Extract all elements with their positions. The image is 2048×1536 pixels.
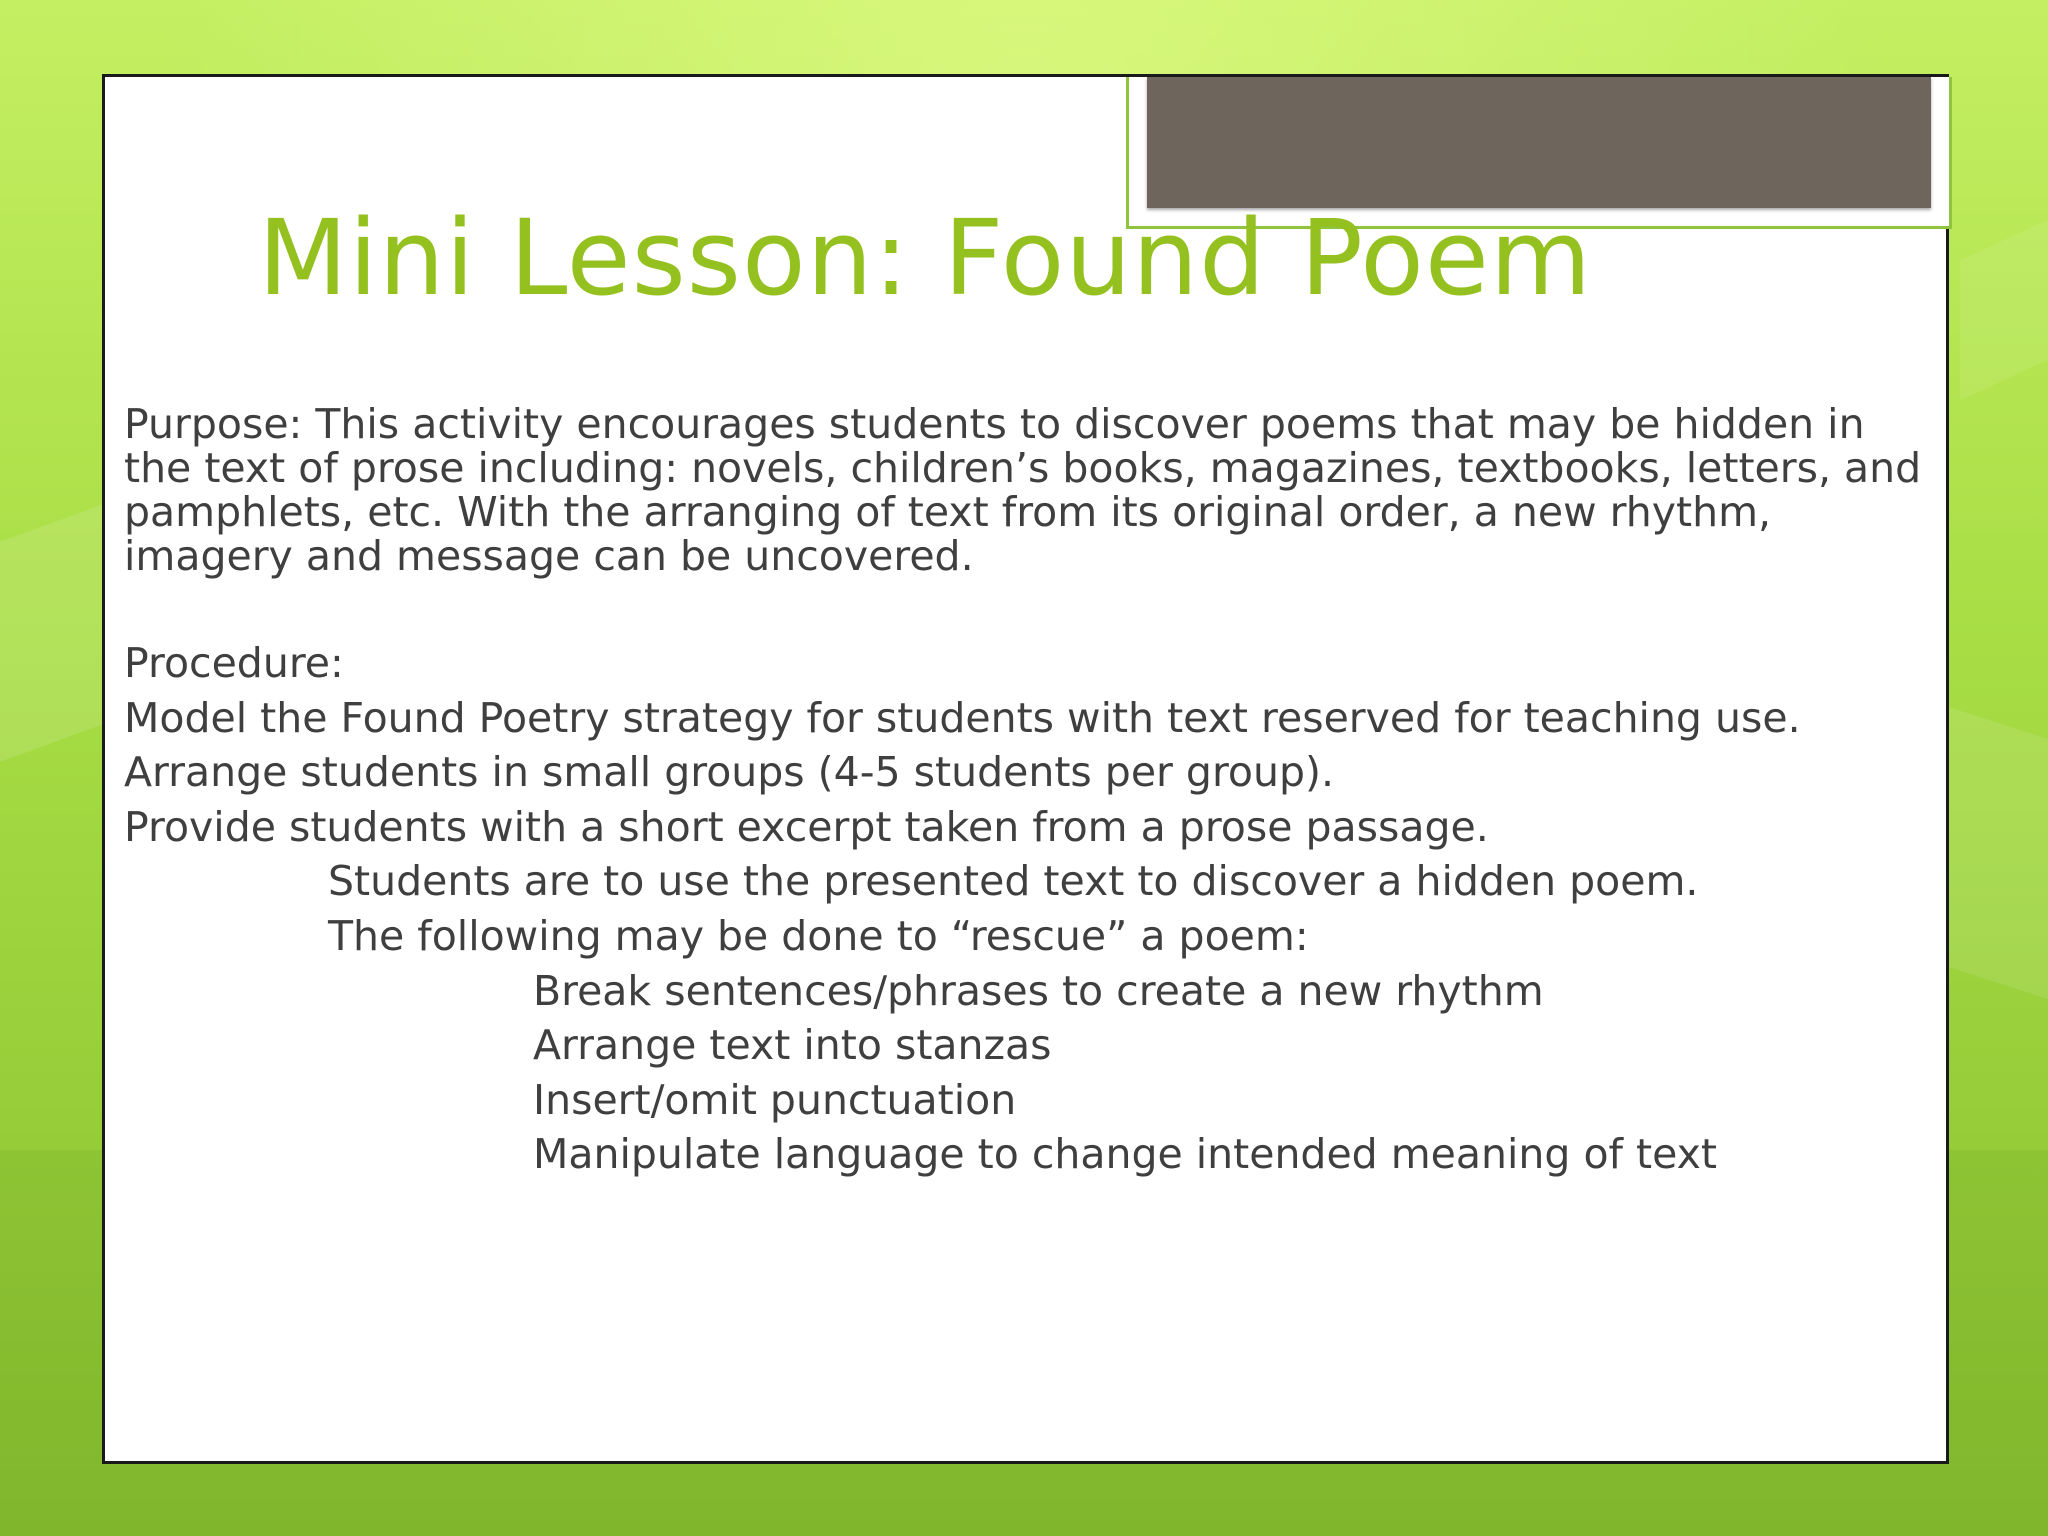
technique-item: Arrange text into stanzas [533,1021,1052,1070]
slide-title: Mini Lesson: Found Poem [258,197,1593,319]
procedure-sub-step: Students are to use the presented text to discover a hidden poem. [328,857,1699,906]
procedure-step: Model the Found Poetry strategy for students with text reserved for teaching use. [124,693,1801,742]
purpose-paragraph: Purpose: This activity encourages students to discover poems that may be hidden in the text of prose including: novels, children’s books, magazines, textbooks, letters, and pamphlets, etc. With the arranging of text from its original order, a new rhythm, imagery and message can be uncovered. [124,400,1922,580]
procedure-section [124,636,1924,1182]
procedure-heading: Procedure: [124,639,344,687]
decorative-tab-block [1147,77,1931,208]
procedure-step: Provide students with a short excerpt taken from a prose passage. [124,802,1489,851]
technique-item: Manipulate language to change intended meaning of text [533,1130,1717,1179]
procedure-sub-step: The following may be done to “rescue” a poem: [328,911,1309,960]
technique-item: Insert/omit punctuation [533,1075,1017,1124]
background-shape [1960,219,2048,400]
technique-item: Break sentences/phrases to create a new rhythm [533,966,1544,1015]
procedure-step: Arrange students in small groups (4-5 students per group). [124,748,1335,797]
